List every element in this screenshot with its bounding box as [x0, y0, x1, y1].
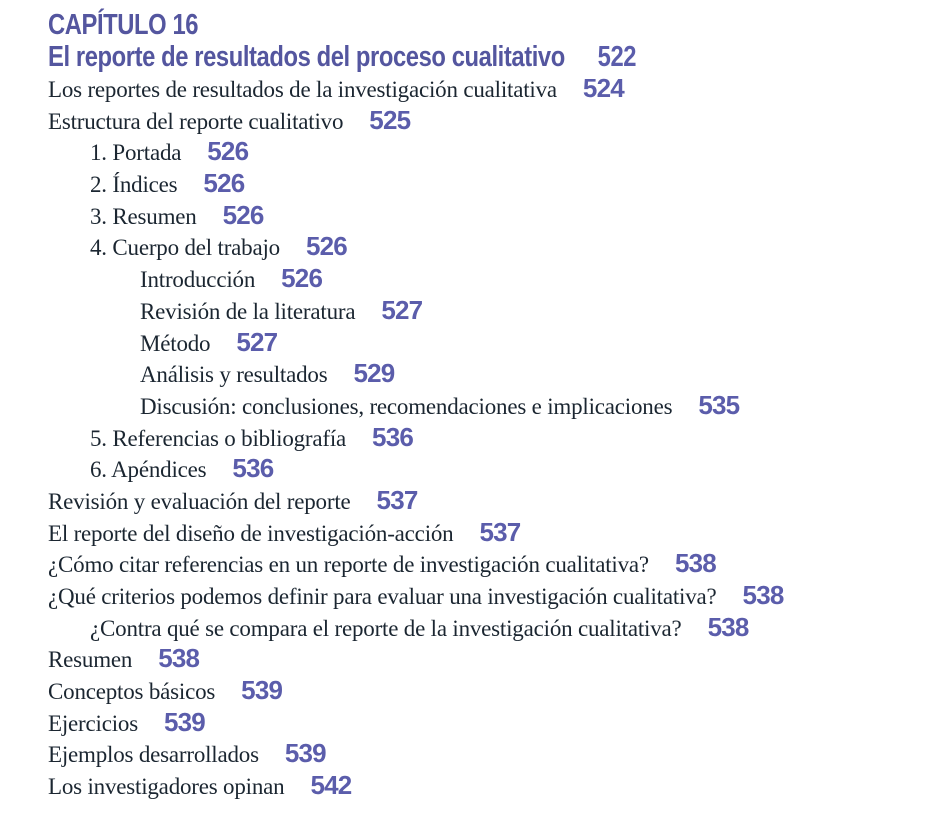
toc-entry — [48, 517, 951, 549]
chapter-title — [48, 41, 951, 73]
toc-entry-label: Ejercicios — [48, 710, 138, 736]
toc-entry-label: El reporte de resultados del proceso cualitativo — [48, 41, 565, 73]
toc-entry-page-number: 538 — [158, 643, 200, 674]
toc-entry-content — [140, 294, 423, 325]
toc-entry — [48, 485, 951, 517]
toc-entry-label: Discusión: conclusiones, recomendaciones e implicaciones — [140, 393, 673, 419]
toc-entry-page-number: 538 — [674, 548, 716, 579]
toc-entry-content — [140, 326, 278, 357]
toc-entry-page-number: 526 — [281, 263, 323, 294]
toc-entry-page-number: 536 — [372, 421, 414, 452]
toc-entry-content — [48, 675, 283, 706]
toc-entry-label: 1. Portada — [90, 140, 182, 166]
toc-entry — [90, 453, 951, 485]
toc-entry-content — [48, 580, 784, 610]
toc-entry-content — [140, 263, 323, 294]
toc-entry — [48, 770, 951, 802]
toc-entry-label: Los investigadores opinan — [48, 774, 285, 800]
toc-entry-content — [140, 389, 740, 420]
toc-entry-label: Método — [140, 330, 211, 356]
toc-entry-content — [90, 168, 245, 199]
toc-entry-page-number: 535 — [698, 389, 740, 420]
toc-entry — [90, 612, 951, 644]
toc-entry-page-number: 525 — [369, 104, 411, 135]
toc-entry-content — [90, 453, 274, 484]
toc-entry-label: Resumen — [48, 647, 133, 673]
toc-entry-page-number: 536 — [232, 453, 274, 484]
toc-entry-page-number: 526 — [305, 231, 347, 262]
toc-entry-page-number: 539 — [284, 738, 326, 769]
toc-entry-label: Ejemplos desarrollados — [48, 742, 259, 768]
toc-entry — [48, 580, 951, 612]
toc-entry-content — [48, 548, 716, 579]
chapter-label — [48, 9, 951, 41]
toc-entry — [90, 168, 951, 200]
toc-entry-label: Análisis y resultados — [140, 362, 328, 388]
toc-entry-content — [90, 231, 347, 262]
toc-entry-page-number: 539 — [241, 675, 283, 706]
toc-entry-label: 3. Resumen — [90, 203, 197, 229]
toc-entry-content — [48, 484, 418, 515]
toc-entry-content — [48, 643, 200, 674]
toc-entry-content — [48, 104, 411, 135]
toc-entry-page-number: 526 — [203, 168, 245, 199]
toc-entry — [140, 390, 951, 422]
toc-entry-content — [48, 41, 636, 78]
toc-entry-content — [90, 421, 414, 452]
toc-entry-page-number: 526 — [222, 199, 264, 230]
toc-entry-page-number: 529 — [353, 358, 395, 389]
toc-entry-label: 2. Índices — [90, 172, 178, 198]
toc-entry — [140, 263, 951, 295]
toc-entry-label: Estructura del reporte cualitativo — [48, 108, 344, 134]
toc-entry-content — [48, 738, 326, 769]
toc-entry-page-number: 527 — [381, 294, 423, 325]
toc-entry-content — [48, 770, 352, 801]
toc-entry-content — [48, 516, 521, 547]
toc-entry-label: Revisión y evaluación del reporte — [48, 488, 351, 514]
toc-entry-page-number: 539 — [163, 706, 205, 737]
toc-entry-label: CAPÍTULO 16 — [48, 9, 199, 41]
toc-entry-label: Introducción — [140, 267, 256, 293]
toc-entry-page-number: 526 — [207, 136, 249, 167]
toc-entry-content — [90, 199, 264, 230]
toc-entry-label: Los reportes de resultados de la investigación cualitativa — [48, 77, 557, 102]
toc-entry — [90, 422, 951, 454]
toc-entry-label: ¿Cómo citar referencias en un reporte de investigación cualitativa? — [48, 552, 649, 578]
toc-entry-label: 4. Cuerpo del trabajo — [90, 235, 280, 261]
toc-entry — [90, 200, 951, 232]
toc-entry-page-number: 527 — [236, 326, 278, 357]
toc-entry-page-number: 542 — [310, 770, 352, 801]
toc-entry-label: El reporte del diseño de investigación-acción — [48, 520, 454, 546]
toc-entry-content — [48, 73, 624, 103]
toc-entry — [90, 231, 951, 263]
toc-entry-label: ¿Qué criterios podemos definir para evaluar una investigación cualitativa? — [48, 584, 717, 609]
toc-entry-page-number: 537 — [376, 484, 418, 515]
toc-list — [48, 9, 951, 802]
toc-entry — [48, 105, 951, 137]
toc-entry — [48, 707, 951, 739]
toc-entry — [140, 295, 951, 327]
toc-entry — [140, 327, 951, 359]
toc-entry — [140, 358, 951, 390]
toc-entry-label: 5. Referencias o bibliografía — [90, 425, 347, 451]
toc-entry-label: ¿Contra qué se compara el reporte de la investigación cualitativa? — [90, 615, 682, 641]
toc-entry-page-number: 537 — [479, 516, 521, 547]
toc-entry — [90, 136, 951, 168]
toc-entry-content — [90, 136, 249, 167]
toc-entry — [48, 738, 951, 770]
toc-entry — [48, 643, 951, 675]
toc-entry-content — [140, 358, 395, 389]
toc-entry-page-number: 538 — [707, 611, 749, 642]
toc-entry — [48, 675, 951, 707]
toc-entry-content — [90, 611, 749, 642]
toc-entry — [48, 548, 951, 580]
toc-entry-label: Revisión de la literatura — [140, 298, 356, 324]
toc-entry-content — [48, 706, 205, 737]
toc-entry-page-number: 522 — [597, 41, 637, 73]
toc-entry-label: 6. Apéndices — [90, 457, 207, 483]
toc-entry-page-number: 524 — [582, 73, 624, 103]
toc-entry-label: Conceptos básicos — [48, 679, 216, 705]
toc-entry-page-number: 538 — [742, 580, 784, 610]
